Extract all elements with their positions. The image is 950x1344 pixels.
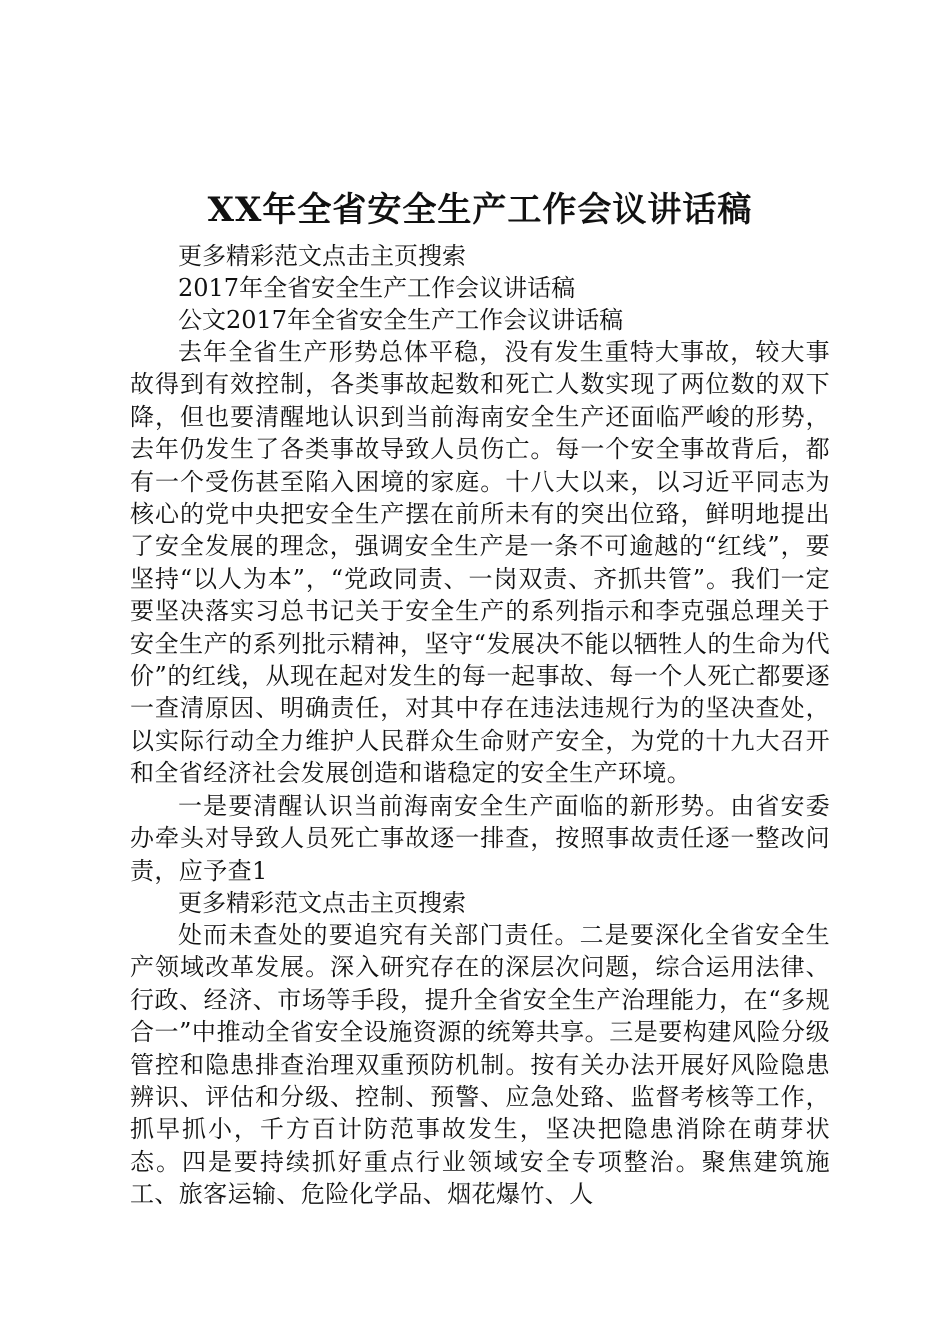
document-title: XX年全省安全生产工作会议讲话稿: [207, 190, 753, 230]
body-paragraph-3: 处而未查处的要追究有关部门责任。二是要深化全省安全生产领域改革发展。深入研究存在的深层次问题，综合运用法律、行政、经济、市场等手段，提升全省安全生产治理能力，在“多规合一”中推动全省安全设施资源的统筹共享。三是要构建风险分级管控和隐患排查治理双重预防机制。按有关办法开展好风险隐患辨识、评估和分级、控制、预警、应急处臵、监督考核等工作，抓早抓小，千方百计防范事故发生，坚决把隐患消除在萌芽状态。四是要持续抓好重点行业领域安全专项整治。聚焦建筑施工、旅客运输、危险化学品、烟花爆竹、人: [130, 920, 830, 1209]
body-paragraph-2: 一是要清醒认识当前海南安全生产面临的新形势。由省安委办牵头对导致人员死亡事故逐一排查，按照事故责任逐一整改问责，应予查1: [130, 791, 830, 885]
document-page: [130, 180, 830, 1211]
subtitle-line-2: 公文2017年全省安全生产工作会议讲话稿: [178, 306, 624, 334]
subtitle-line-1: 2017年全省安全生产工作会议讲话稿: [178, 274, 576, 302]
footer-link-text: 更多精彩范文点击主页搜索: [178, 888, 466, 917]
body-paragraph-1: 去年全省生产形势总体平稳，没有发生重特大事故，较大事故得到有效控制，各类事故起数和死亡人数实现了两位数的双下降，但也要清醒地认识到当前海南安全生产还面临严峻的形势，去年仍发生了各类事故导致人员伤亡。每一个安全事故背后，都有一个受伤甚至陷入困境的家庭。十八大以来，以习近平同志为核心的党中央把安全生产摆在前所未有的突出位臵，鲜明地提出了安全发展的理念，强调安全生产是一条不可逾越的“红线”，要坚持“以人为本”，“党政同责、一岗双责、齐抓共管”。我们一定要坚决落实习总书记关于安全生产的系列指示和李克强总理关于安全生产的系列批示精神，坚守“发展决不能以牺牲人的生命为代价”的红线，从现在起对发生的每一起事故、每一个人死亡都要逐一查清原因、明确责任，对其中存在违法违规行为的坚决查处，以实际行动全力维护人民群众生命财产安全，为党的十九大召开和全省经济社会发展创造和谐稳定的安全生产环境。: [130, 338, 830, 788]
header-link-text: 更多精彩范文点击主页搜索: [178, 242, 466, 270]
